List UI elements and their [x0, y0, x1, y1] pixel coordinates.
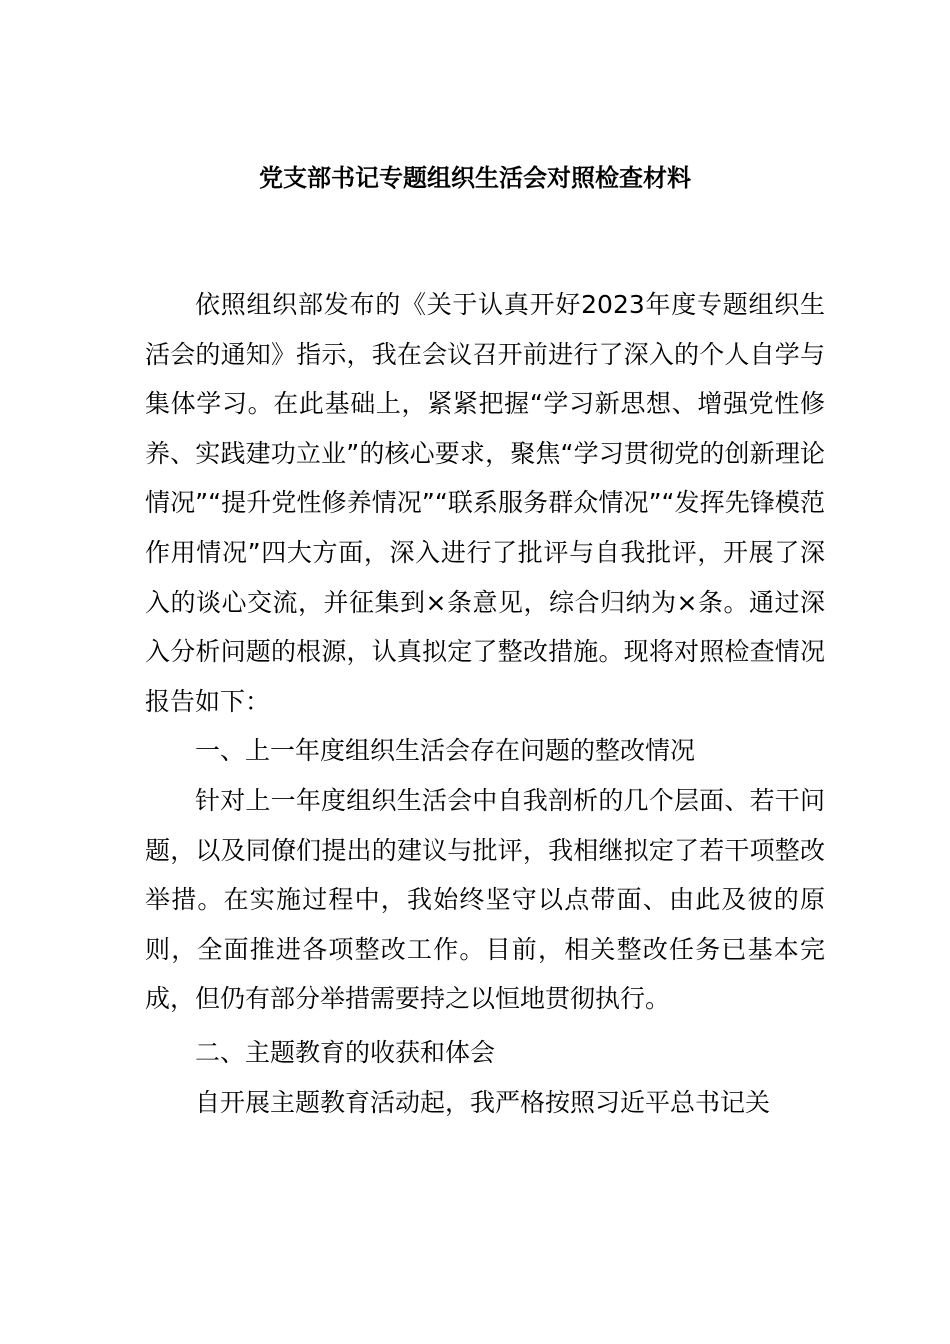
document-body [145, 280, 825, 1127]
document-title: 党支部书记专题组织生活会对照检查材料 [259, 164, 691, 192]
intro-paragraph: 依照组织部发布的《关于认真开好2023年度专题组织生活会的通知》指示，我在会议召开前进行了深入的个人自学与集体学习。在此基础上，紧紧把握“学习新思想、增强党性修养、实践建功立业”的核心要求，聚焦“学习贯彻党的创新理论情况”“提升党性修养情况”“联系服务群众情况”“发挥先锋模范作用情况”四大方面，深入进行了批评与自我批评，开展了深入的谈心交流，并征集到×条意见，综合归纳为×条。通过深入分析问题的根源，认真拟定了整改措施。现将对照检查情况报告如下： [145, 290, 825, 716]
section-2-paragraph: 自开展主题教育活动起，我严格按照习近平总书记关 [195, 1087, 771, 1117]
section-heading-2: 二、主题教育的收获和体会 [195, 1037, 496, 1067]
section-1-paragraph: 针对上一年度组织生活会中自我剖析的几个层面、若干问题，以及同僚们提出的建议与批评，我相继拟定了若干项整改举措。在实施过程中，我始终坚守以点带面、由此及彼的原则，全面推进各项整改工作。目前，相关整改任务已基本完成，但仍有部分举措需要持之以恒地贯彻执行。 [145, 785, 825, 1014]
section-heading-1: 一、上一年度组织生活会存在问题的整改情况 [195, 736, 696, 766]
